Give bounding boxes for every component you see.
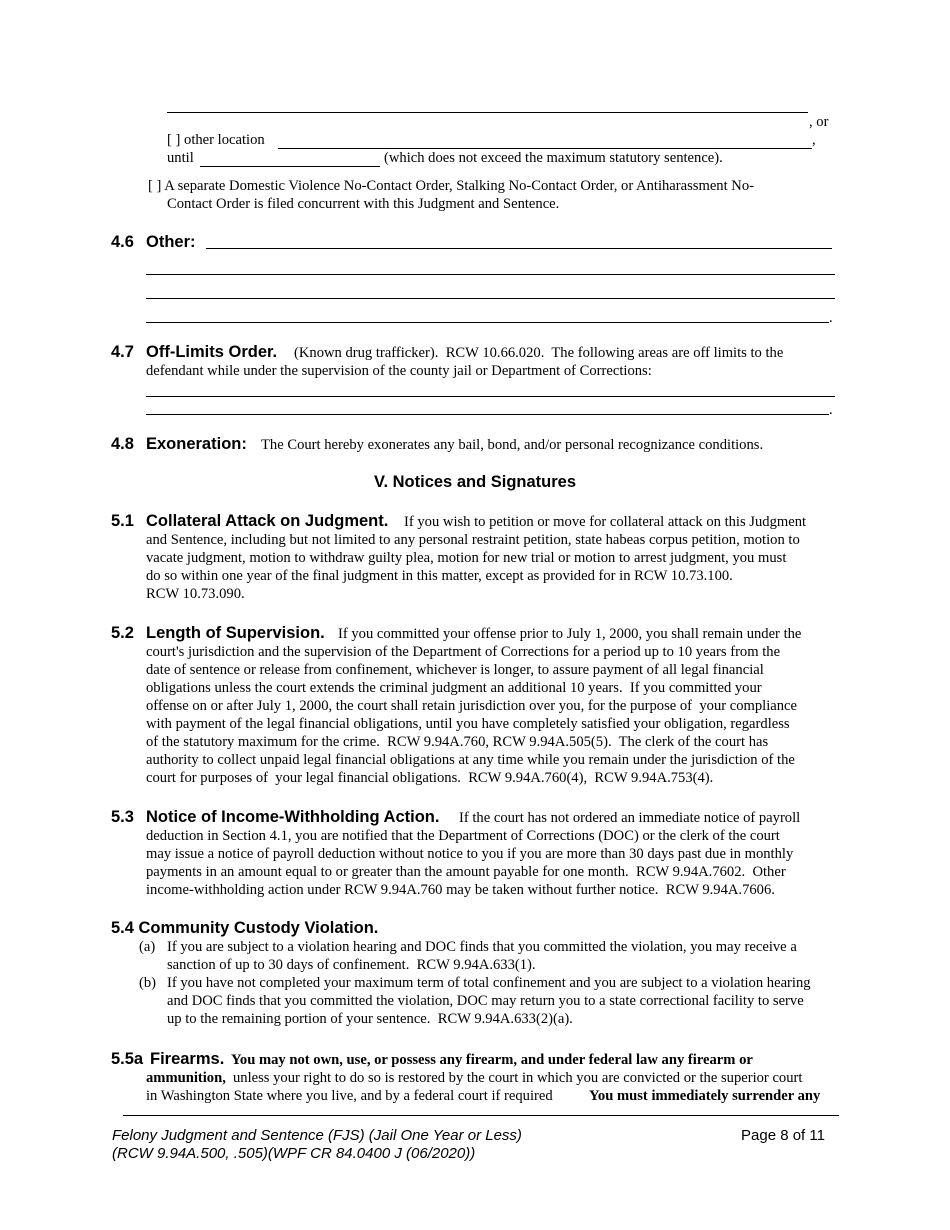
custody-a-line-1: If you are subject to a violation hearing and DOC finds that you committed the violation, you may receive a xyxy=(167,939,797,955)
page-number: Page 8 of 11 xyxy=(741,1127,825,1144)
until-note: (which does not exceed the maximum statutory sentence). xyxy=(384,150,723,166)
top-line-suffix: , or xyxy=(809,114,829,130)
firearms-line-3-bold: You must immediately surrender any xyxy=(589,1088,821,1104)
off-limits-period: . xyxy=(829,402,833,418)
section-5-2-title: Length of Supervision. xyxy=(146,624,325,642)
custody-b-line-3: up to the remaining portion of your sentence. RCW 9.94A.633(2)(a). xyxy=(167,1011,573,1027)
section-5-4-heading: 5.4 Community Custody Violation. xyxy=(111,919,379,937)
footer-divider xyxy=(123,1115,839,1116)
section-v-heading: V. Notices and Signatures xyxy=(373,473,577,491)
income-withholding-line-5: income-withholding action under RCW 9.94A.760 may be taken without further notice. RCW 9.94A.7606. xyxy=(146,882,775,898)
until-label: until xyxy=(167,150,194,166)
separate-order-checkbox-text: [ ] A separate Domestic Violence No-Contact Order, Stalking No-Contact Order, or Antiharassment No- xyxy=(148,178,755,194)
supervision-line-7: of the statutory maximum for the crime. RCW 9.94A.760, RCW 9.94A.505(5). The clerk of the court has xyxy=(146,734,769,750)
off-limits-blank-1[interactable] xyxy=(146,396,835,397)
custody-b-line-1: If you have not completed your maximum term of total confinement and you are subject to a violation hearing xyxy=(167,975,811,991)
other-blank-2[interactable] xyxy=(146,274,835,275)
custody-b-label: (b) xyxy=(139,975,157,991)
custody-b-line-2: and DOC finds that you committed the violation, DOC may return you to a state correctional facility to serve xyxy=(167,993,804,1009)
section-4-7-title: Off-Limits Order. xyxy=(146,343,278,361)
supervision-line-4: obligations unless the court extends the criminal judgment an additional 10 years. If you committed your xyxy=(146,680,762,696)
income-withholding-line-1: If the court has not ordered an immediate notice of payroll xyxy=(459,810,801,826)
custody-a-line-2: sanction of up to 30 days of confinement. RCW 9.94A.633(1). xyxy=(167,957,536,973)
section-5-5a-number: 5.5a xyxy=(111,1050,144,1068)
section-5-2-number: 5.2 xyxy=(111,624,134,642)
income-withholding-line-3: may issue a notice of payroll deduction without notice to you if you are more than 30 days past due in monthly xyxy=(146,846,794,862)
separate-order-text-cont: Contact Order is filed concurrent with this Judgment and Sentence. xyxy=(167,196,560,212)
firearms-line-2: unless your right to do so is restored by the court in which you are convicted or the superior court xyxy=(233,1070,803,1086)
footer-form-citation: (RCW 9.94A.500, .505)(WPF CR 84.0400 J (06/2020)) xyxy=(112,1145,476,1162)
firearms-bold-2: ammunition, xyxy=(146,1070,226,1086)
supervision-line-1: If you committed your offense prior to July 1, 2000, you shall remain under the xyxy=(338,626,802,642)
other-blank-1[interactable] xyxy=(206,248,832,249)
off-limits-blank-2[interactable] xyxy=(146,414,829,415)
supervision-line-9: court for purposes of your legal financial obligations. RCW 9.94A.760(4), RCW 9.94A.753(4). xyxy=(146,770,714,786)
collateral-attack-line-4: do so within one year of the final judgment in this matter, except as provided for in RCW 10.73.100. xyxy=(146,568,733,584)
supervision-line-8: authority to collect unpaid legal financial obligations at any time while you remain under the jurisdiction of the xyxy=(146,752,795,768)
collateral-attack-line-2: and Sentence, including but not limited to any personal restraint petition, state habeas corpus petition, motion to xyxy=(146,532,800,548)
section-5-3-number: 5.3 xyxy=(111,808,134,826)
income-withholding-line-2: deduction in Section 4.1, you are notified that the Department of Corrections (DOC) or the clerk of the court xyxy=(146,828,780,844)
supervision-line-2: court's jurisdiction and the supervision of the Department of Corrections for a period up to 10 years from the xyxy=(146,644,781,660)
other-location-suffix: , xyxy=(812,132,816,148)
other-blank-3[interactable] xyxy=(146,298,835,299)
section-4-6-title: Other: xyxy=(146,233,196,251)
section-4-8-title: Exoneration: xyxy=(146,435,247,453)
firearms-line-3: in Washington State where you live, and by a federal court if required xyxy=(146,1088,553,1104)
section-4-8-number: 4.8 xyxy=(111,435,134,453)
off-limits-text-2: defendant while under the supervision of the county jail or Department of Corrections: xyxy=(146,363,652,379)
collateral-attack-line-5: RCW 10.73.090. xyxy=(146,586,245,602)
section-5-5a-title: Firearms. xyxy=(150,1050,225,1068)
other-blank-4[interactable] xyxy=(146,322,829,323)
section-5-3-title: Notice of Income-Withholding Action. xyxy=(146,808,440,826)
exoneration-text: The Court hereby exonerates any bail, bond, and/or personal recognizance conditions. xyxy=(261,437,764,453)
section-5-1-title: Collateral Attack on Judgment. xyxy=(146,512,389,530)
footer-form-title: Felony Judgment and Sentence (FJS) (Jail One Year or Less) xyxy=(112,1127,522,1144)
collateral-attack-line-1: If you wish to petition or move for collateral attack on this Judgment xyxy=(404,514,807,530)
custody-a-label: (a) xyxy=(139,939,156,955)
blank-line[interactable] xyxy=(167,112,808,113)
supervision-line-6: with payment of the legal financial obligations, until you have completely satisfied your obligation, regardless xyxy=(146,716,790,732)
section-5-1-number: 5.1 xyxy=(111,512,134,530)
supervision-line-5: offense on or after July 1, 2000, the court shall retain jurisdiction over you, for the purpose of your compliance xyxy=(146,698,798,714)
income-withholding-line-4: payments in an amount equal to or greater than the amount payable for one month. RCW 9.94A.7602. Other xyxy=(146,864,786,880)
section-4-6-number: 4.6 xyxy=(111,233,134,251)
other-period: . xyxy=(829,310,833,326)
collateral-attack-line-3: vacate judgment, motion to withdraw guilty plea, motion for new trial or motion to arrest judgment, you must xyxy=(146,550,787,566)
other-location-label: [ ] other location xyxy=(167,132,265,148)
off-limits-text-1: (Known drug trafficker). RCW 10.66.020. The following areas are off limits to the xyxy=(294,345,784,361)
until-blank[interactable] xyxy=(200,166,380,167)
supervision-line-3: date of sentence or release from confinement, whichever is longer, to assure payment of all legal financial xyxy=(146,662,764,678)
section-4-7-number: 4.7 xyxy=(111,343,134,361)
firearms-bold-1: You may not own, use, or possess any firearm, and under federal law any firearm or xyxy=(231,1052,753,1068)
